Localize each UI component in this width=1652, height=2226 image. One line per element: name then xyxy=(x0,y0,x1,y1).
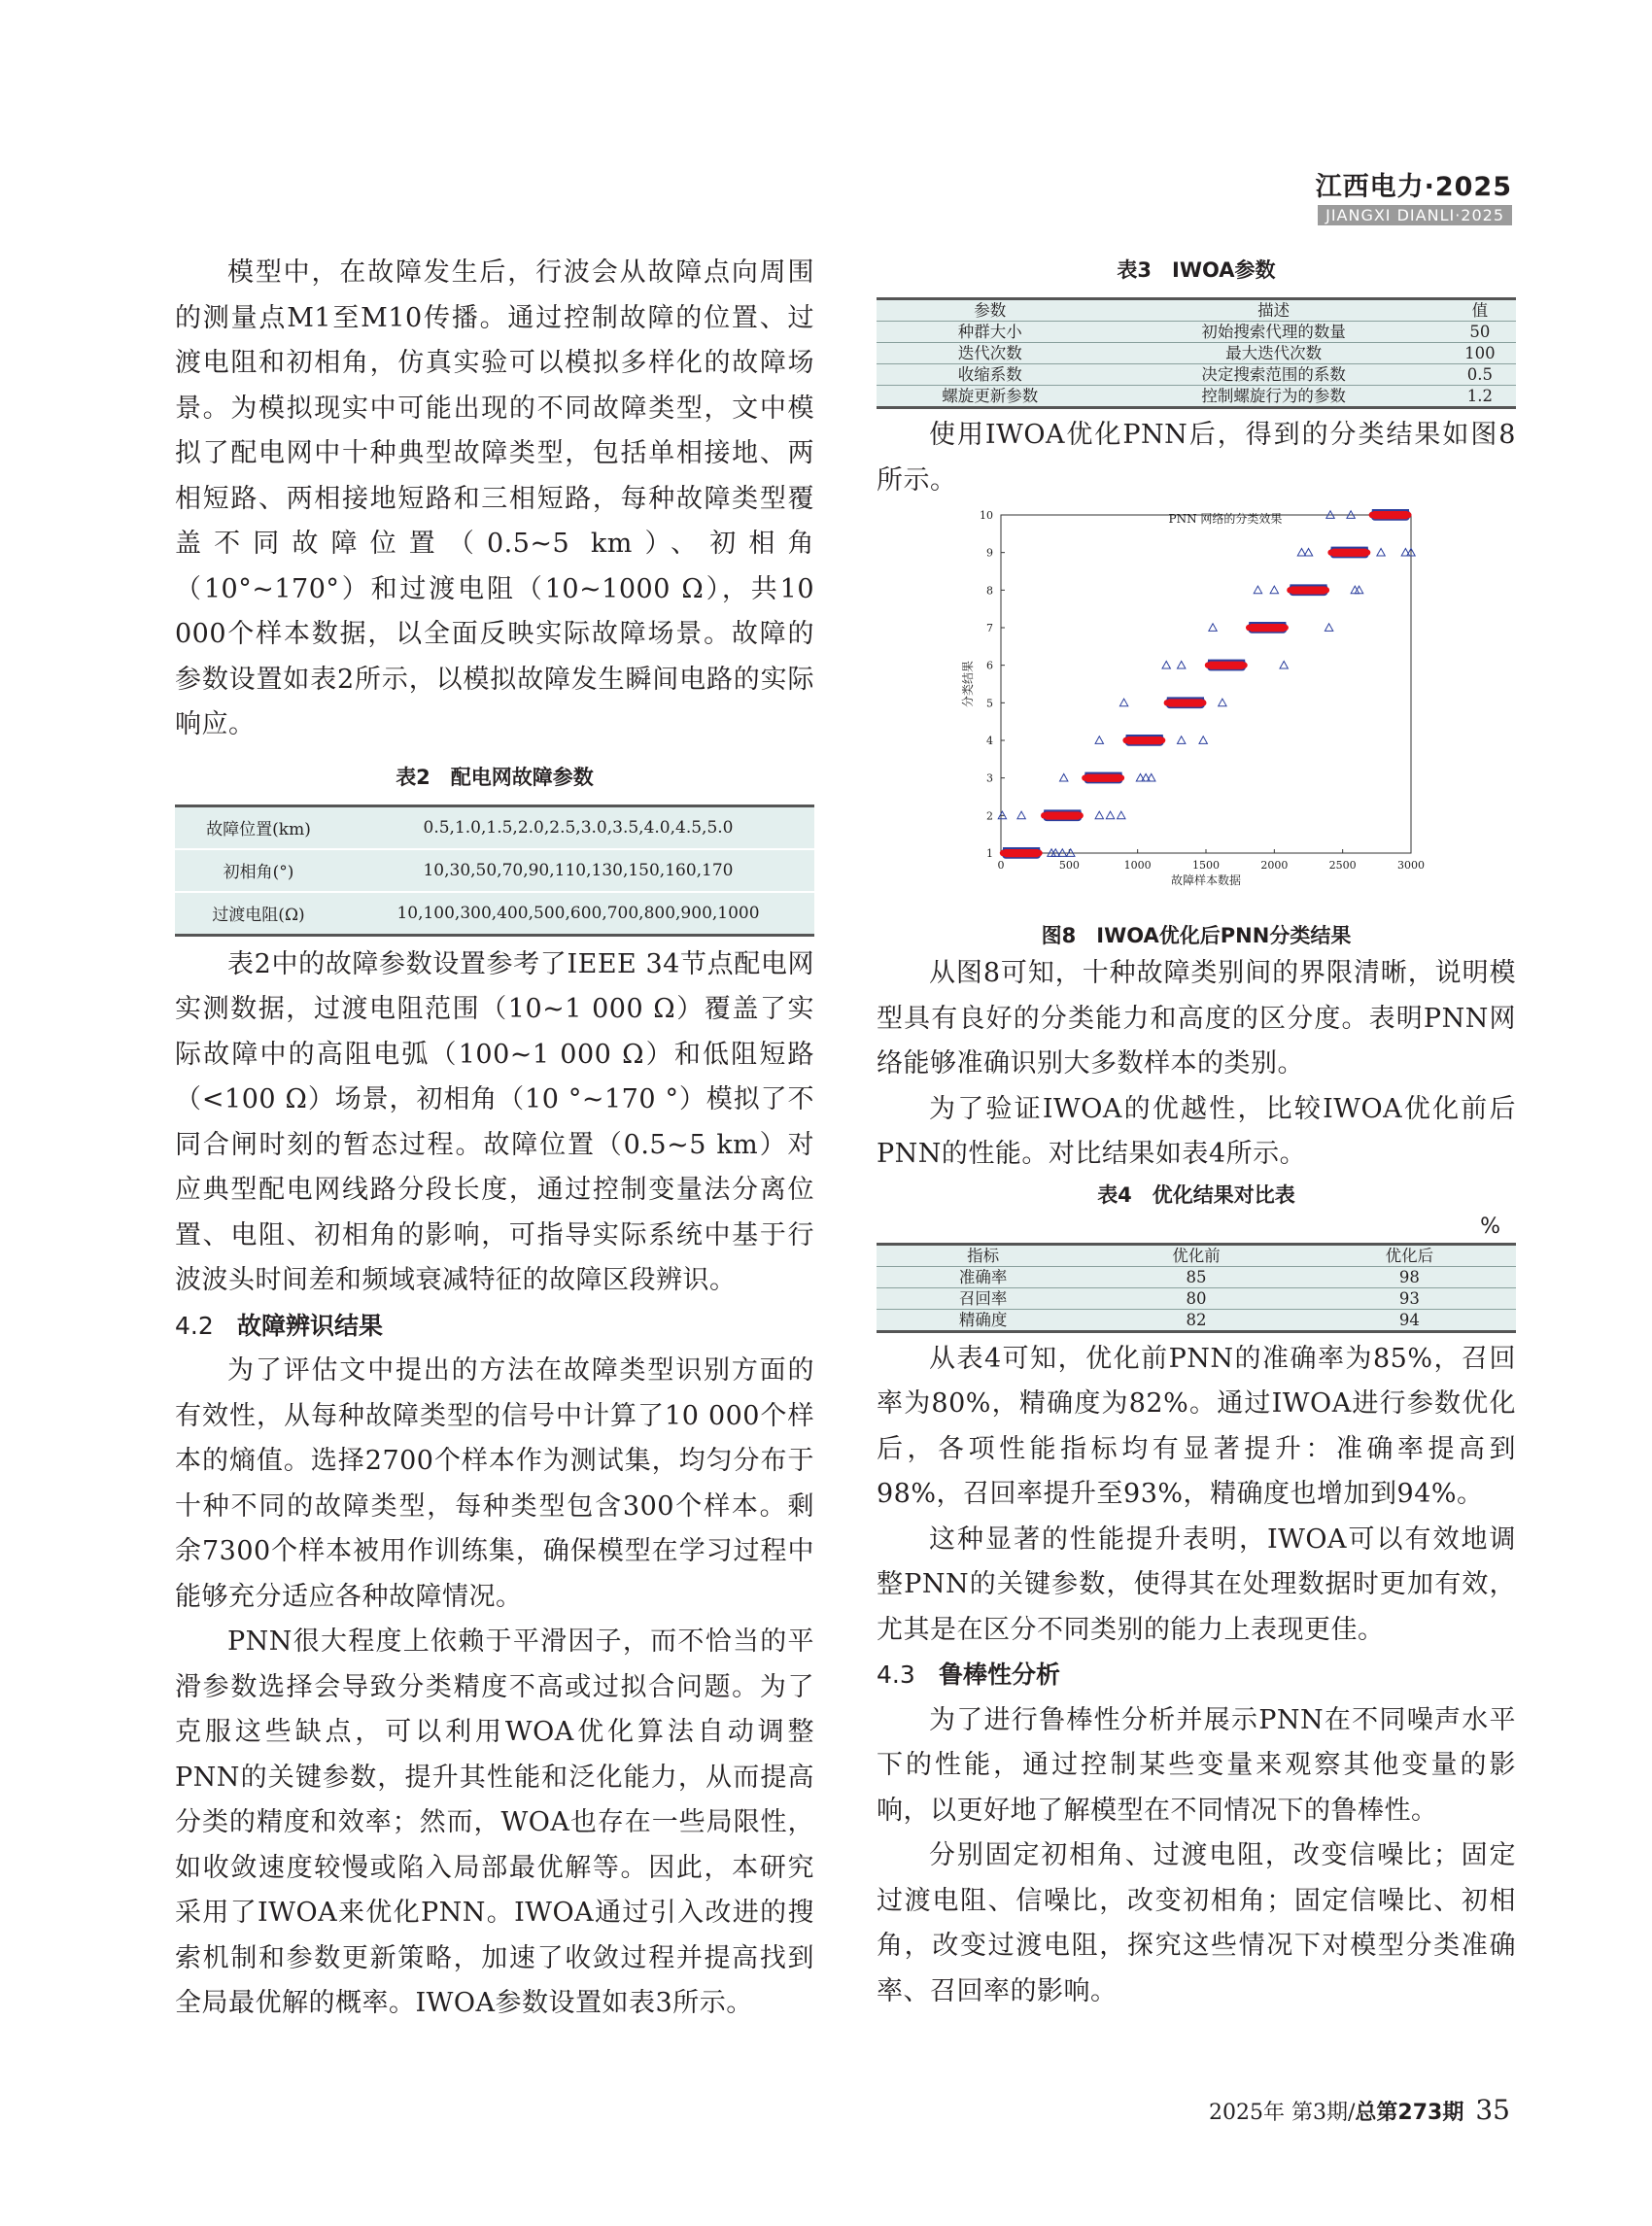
paragraph: 分别固定初相角、过渡电阻，改变信噪比；固定过渡电阻、信噪比，改变初相角；固定信噪比、初相角，改变过渡电阻，探究这些情况下对模型分类准确率、召回率的影响。 xyxy=(877,1840,1516,2006)
table-row xyxy=(175,849,814,892)
sample-point xyxy=(1364,549,1370,555)
sample-point xyxy=(1119,774,1124,780)
misclassified-point xyxy=(1017,811,1025,819)
sample-point xyxy=(1405,512,1411,518)
misclassified-point xyxy=(1377,548,1385,556)
misclassified-point xyxy=(1254,586,1261,594)
y-tick-label: 9 xyxy=(986,546,993,560)
x-axis-label: 故障样本数据 xyxy=(1170,873,1242,887)
table-row xyxy=(877,1309,1516,1331)
figure8-chart xyxy=(877,503,1516,916)
table-header: 参数 xyxy=(877,299,1103,322)
misclassified-point xyxy=(1209,624,1217,632)
misclassified-point xyxy=(1177,661,1185,668)
chart-title: PNN 网络的分类效果 xyxy=(1168,512,1283,526)
misclassified-point xyxy=(1106,811,1114,819)
section-heading xyxy=(175,1304,814,1350)
table-cell: 精确度 xyxy=(877,1309,1089,1331)
misclassified-point xyxy=(1401,548,1409,556)
page-number: 35 xyxy=(1475,2094,1510,2126)
paragraph: 从图8可知，十种故障类别间的界限清晰，说明模型具有良好的分类能力和高度的区分度。表明PNN网络能够准确识别大多数样本的类别。 xyxy=(877,958,1516,1079)
y-tick-label: 4 xyxy=(986,735,993,747)
page-footer xyxy=(1209,2094,1510,2126)
table-cell: 85 xyxy=(1089,1266,1302,1287)
table-cell: 94 xyxy=(1303,1309,1516,1331)
misclassified-point xyxy=(1270,586,1278,594)
table-cell: 召回率 xyxy=(877,1287,1089,1309)
table-cell: 收缩系数 xyxy=(877,364,1103,386)
misclassified-point xyxy=(1199,736,1207,744)
x-tick-label: 1000 xyxy=(1123,859,1152,872)
paragraph: 为了评估文中提出的方法在故障类型识别方面的有效性，从每种故障类型的信号中计算了10 000个样本的熵值。选择2700个样本作为测试集，均匀分布于十种不同的故障类型，每种类型包含300个样本。剩余7300个样本被用作训练集，确保模型在学习过程中能够充分适应各种故障情况。 xyxy=(175,1355,814,1612)
table-row xyxy=(877,386,1516,408)
section-title: 故障辨识结果 xyxy=(237,1311,384,1340)
misclassified-point xyxy=(1119,699,1127,706)
table-cell: 决定搜索范围的系数 xyxy=(1103,364,1443,386)
table-cell: 0.5 xyxy=(1444,364,1516,386)
misclassified-point xyxy=(1325,624,1332,632)
section-heading xyxy=(877,1653,1516,1698)
journal-title: 江西电力·2025 xyxy=(1315,172,1512,202)
table-cell: 控制螺旋行为的参数 xyxy=(1103,386,1443,408)
table3 xyxy=(877,297,1516,409)
y-tick-label: 2 xyxy=(986,809,993,823)
table-cell: 准确率 xyxy=(877,1266,1089,1287)
paragraph: 为了进行鲁棒性分析并展示PNN在不同噪声水平下的性能，通过控制某些变量来观察其他变量的影响，以更好地了解模型在不同情况下的鲁棒性。 xyxy=(877,1704,1516,1826)
paragraph: 从表4可知，优化前PNN的准确率为85%，召回率为80%，精确度为82%。通过IWOA进行参数优化后，各项性能指标均有显著提升：准确率提高到98%，召回率提升至93%，精确度也增加到94%。 xyxy=(877,1343,1516,1509)
section-title: 鲁棒性分析 xyxy=(939,1661,1061,1689)
issue-info: 2025年 第3期/ xyxy=(1209,2101,1356,2125)
table-cell: 50 xyxy=(1444,322,1516,343)
table-cell: 1.2 xyxy=(1444,386,1516,408)
misclassified-point xyxy=(1136,773,1144,781)
table-cell: 最大迭代次数 xyxy=(1103,343,1443,364)
table-cell: 82 xyxy=(1089,1309,1302,1331)
sample-point xyxy=(1159,737,1165,743)
table-cell: 螺旋更新参数 xyxy=(877,386,1103,408)
x-tick-label: 500 xyxy=(1058,859,1080,872)
table2-caption: 表2 配电网故障参数 xyxy=(396,765,594,789)
left-column xyxy=(175,251,814,2027)
table-cell: 初始搜索代理的数量 xyxy=(1103,322,1443,343)
sample-point xyxy=(1036,850,1042,856)
table-row xyxy=(877,1287,1516,1309)
y-axis-label: 分类结果 xyxy=(961,660,975,708)
table-header: 描述 xyxy=(1103,299,1443,322)
y-tick-label: 3 xyxy=(986,771,993,785)
paragraph: 为了验证IWOA的优越性，比较IWOA优化前后PNN的性能。对比结果如表4所示。 xyxy=(877,1093,1516,1169)
table-header: 值 xyxy=(1444,299,1516,322)
table-row xyxy=(877,343,1516,364)
misclassified-point xyxy=(1142,773,1150,781)
table-row xyxy=(877,322,1516,343)
paragraph: 模型中，在故障发生后，行波会从故障点向周围的测量点M1至M10传播。通过控制故障的位置、过渡电阻和初相角，仿真实验可以模拟多样化的故障场景。为模拟现实中可能出现的不同故障类型，文中模拟了配电网中十种典型故障类型，包括单相接地、两相短路、两相接地短路和三相短路，每种故障类型覆盖不同故障位置（0.5~5 km）、初相角（10°~170°）和过渡电阻（10~1000 Ω），共10 000个样本数据，以全面反映实际故障场景。故障的参数设置如表2所示，以模拟故障发生瞬间电路的实际响应。 xyxy=(175,257,814,739)
paragraph: 这种显著的性能提升表明，IWOA可以有效地调整PNN的关键参数，使得其在处理数据时更加有效，尤其是在区分不同类别的能力上表现更佳。 xyxy=(877,1524,1516,1645)
y-tick-label: 7 xyxy=(986,622,993,634)
issue-total: 总第273期 xyxy=(1355,2101,1464,2125)
y-tick-label: 8 xyxy=(986,584,993,598)
table2 xyxy=(175,805,814,937)
table-cell: 迭代次数 xyxy=(877,343,1103,364)
section-number: 4.2 xyxy=(175,1311,214,1340)
misclassified-point xyxy=(1355,586,1362,594)
table-header-row xyxy=(877,1244,1516,1266)
table-header: 指标 xyxy=(877,1244,1089,1266)
misclassified-point xyxy=(1148,773,1155,781)
right-column xyxy=(877,251,1516,2014)
table-header-row xyxy=(877,299,1516,322)
table-cell: 98 xyxy=(1303,1266,1516,1287)
section-number: 4.3 xyxy=(877,1661,915,1689)
table-cell: 过渡电阻(Ω) xyxy=(175,892,342,936)
x-tick-label: 0 xyxy=(997,859,1005,872)
y-tick-label: 10 xyxy=(980,509,993,522)
paragraph: 表2中的故障参数设置参考了IEEE 34节点配电网实测数据，过渡电阻范围（10~1 000 Ω）覆盖了实际故障中的高阻电弧（100~1 000 Ω）和低阻短路（<100 Ω）场景，初相角（10 °~170 °）模拟了不同合闸时刻的暂态过程。故障位置（0.5~5 km）对应典型配电网线路分段长度，通过控制变量法分离位置、电阻、初相角的影响，可指导实际系统中基于行波波头时间差和频域衰减特征的故障区段辨识。 xyxy=(175,948,814,1295)
table-cell: 80 xyxy=(1089,1287,1302,1309)
y-tick-label: 6 xyxy=(986,659,993,672)
misclassified-point xyxy=(1177,736,1185,744)
x-tick-label: 2000 xyxy=(1260,859,1289,872)
table4-caption: 表4 优化结果对比表 xyxy=(1097,1182,1295,1207)
misclassified-point xyxy=(1351,586,1359,594)
journal-subtitle: JIANGXI DIANLI·2025 xyxy=(1318,205,1512,225)
table-cell: 10,100,300,400,500,600,700,800,900,1000 xyxy=(342,892,814,936)
plot-area xyxy=(1001,515,1411,853)
misclassified-point xyxy=(1095,811,1103,819)
scatter-chart xyxy=(877,503,1516,916)
figure8-caption: 图8 IWOA优化后PNN分类结果 xyxy=(1041,924,1352,947)
misclassified-point xyxy=(1060,773,1068,781)
table3-caption: 表3 IWOA参数 xyxy=(1117,258,1276,282)
table4-unit: % xyxy=(1480,1214,1500,1239)
y-tick-label: 5 xyxy=(986,697,993,710)
table-cell: 93 xyxy=(1303,1287,1516,1309)
paragraph: 使用IWOA优化PNN后，得到的分类结果如图8所示。 xyxy=(877,420,1516,496)
table-row xyxy=(175,805,814,849)
table-cell: 10,30,50,70,90,110,130,150,160,170 xyxy=(342,849,814,892)
table-header: 优化前 xyxy=(1089,1244,1302,1266)
table-header: 优化后 xyxy=(1303,1244,1516,1266)
misclassified-point xyxy=(1118,811,1125,819)
table-row xyxy=(175,892,814,936)
sample-point xyxy=(1078,812,1084,818)
table4 xyxy=(877,1243,1516,1333)
table-cell: 0.5,1.0,1.5,2.0,2.5,3.0,3.5,4.0,4.5,5.0 xyxy=(342,805,814,849)
x-tick-label: 1500 xyxy=(1192,859,1220,872)
x-tick-label: 2500 xyxy=(1328,859,1357,872)
x-tick-label: 3000 xyxy=(1397,859,1425,872)
misclassified-point xyxy=(1280,661,1288,668)
table-row xyxy=(877,364,1516,386)
misclassified-point xyxy=(1095,736,1103,744)
table-row xyxy=(877,1266,1516,1287)
table-cell: 100 xyxy=(1444,343,1516,364)
sample-point xyxy=(1324,587,1329,593)
misclassified-point xyxy=(1219,699,1226,706)
y-tick-label: 1 xyxy=(986,847,993,860)
sample-point xyxy=(1241,662,1247,668)
sample-point xyxy=(1200,700,1206,705)
paragraph: PNN很大程度上依赖于平滑因子，而不恰当的平滑参数选择会导致分类精度不高或过拟合问题。为了克服这些缺点，可以利用WOA优化算法自动调整PNN的关键参数，提升其性能和泛化能力，从而提高分类的精度和效率；然而，WOA也存在一些局限性，如收敛速度较慢或陷入局部最优解等。因此，本研究采用了IWOA来优化PNN。IWOA通过引入改进的搜索机制和参数更新策略，加速了收敛过程并提高找到全局最优解的概率。IWOA参数设置如表3所示。 xyxy=(175,1627,814,2018)
misclassified-point xyxy=(1162,661,1170,668)
sample-point xyxy=(1283,625,1289,631)
table-cell: 故障位置(km) xyxy=(175,805,342,849)
table-cell: 初相角(°) xyxy=(175,849,342,892)
table-cell: 种群大小 xyxy=(877,322,1103,343)
